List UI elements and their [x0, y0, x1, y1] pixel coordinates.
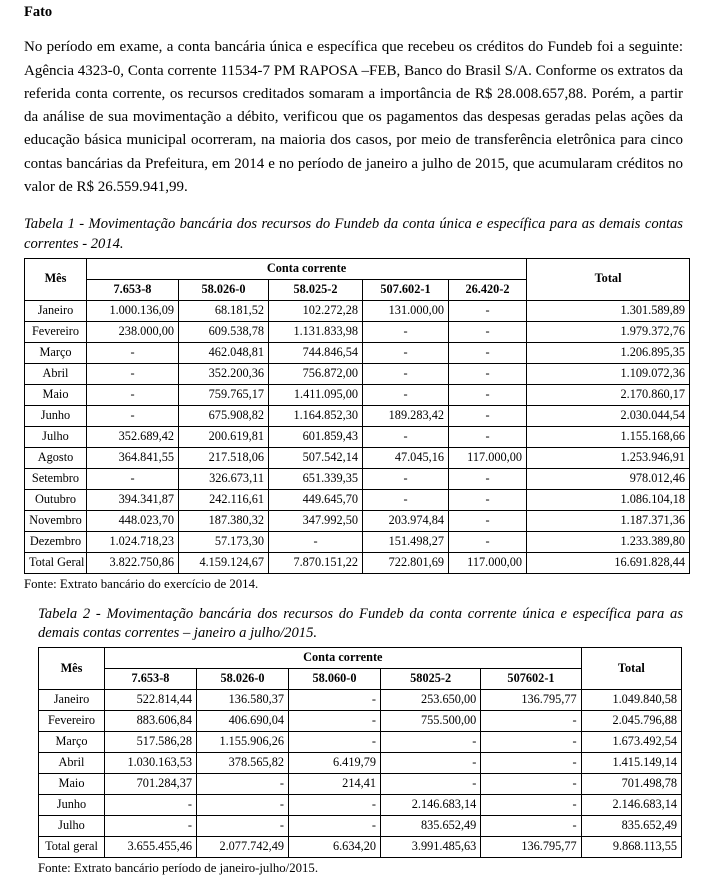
- cell-empty-dash: -: [449, 531, 527, 552]
- table-row: [25, 552, 690, 573]
- table1-header-month: Mês: [25, 258, 87, 300]
- cell-amount: 517.586,28: [105, 732, 197, 753]
- row-month-label: Setembro: [25, 468, 87, 489]
- table1-body: [25, 300, 690, 573]
- cell-amount: 378.565,82: [197, 753, 289, 774]
- cell-row-total: 2.146.683,14: [581, 795, 681, 816]
- cell-empty-dash: -: [87, 363, 179, 384]
- page-title: Fato: [24, 4, 53, 20]
- cell-amount: 883.606,84: [105, 711, 197, 732]
- cell-amount: 1.411.095,00: [269, 384, 363, 405]
- cell-amount: 448.023,70: [87, 510, 179, 531]
- cell-empty-dash: -: [449, 489, 527, 510]
- cell-empty-dash: -: [363, 321, 449, 342]
- row-month-label: Novembro: [25, 510, 87, 531]
- cell-amount: 352.689,42: [87, 426, 179, 447]
- table1-header-account-1: 7.653-8: [87, 279, 179, 300]
- cell-amount: 253.650,00: [381, 690, 481, 711]
- table-row: [25, 426, 690, 447]
- cell-amount: 675.908,82: [179, 405, 269, 426]
- table-row: [25, 447, 690, 468]
- cell-amount: 4.159.124,67: [179, 552, 269, 573]
- cell-empty-dash: -: [449, 468, 527, 489]
- cell-amount: 601.859,43: [269, 426, 363, 447]
- cell-amount: 1.155.906,26: [197, 732, 289, 753]
- cell-amount: 242.116,61: [179, 489, 269, 510]
- cell-amount: 217.518,06: [179, 447, 269, 468]
- cell-empty-dash: -: [449, 405, 527, 426]
- cell-amount: 7.870.151,22: [269, 552, 363, 573]
- table1-header-group: Conta corrente: [87, 258, 527, 279]
- cell-amount: 651.339,35: [269, 468, 363, 489]
- table2-header-total: Total: [581, 648, 681, 690]
- cell-empty-dash: -: [381, 732, 481, 753]
- table-row: [25, 468, 690, 489]
- cell-amount: 2.146.683,14: [381, 795, 481, 816]
- table-row: [25, 300, 690, 321]
- cell-amount: 203.974,84: [363, 510, 449, 531]
- row-month-label: Junho: [39, 795, 105, 816]
- cell-amount: 200.619,81: [179, 426, 269, 447]
- cell-amount: 189.283,42: [363, 405, 449, 426]
- cell-empty-dash: -: [481, 795, 581, 816]
- cell-empty-dash: -: [481, 732, 581, 753]
- cell-empty-dash: -: [449, 426, 527, 447]
- row-month-label: Junho: [25, 405, 87, 426]
- cell-empty-dash: -: [449, 300, 527, 321]
- row-month-label: Outubro: [25, 489, 87, 510]
- cell-amount: 3.655.455,46: [105, 837, 197, 858]
- row-month-label: Abril: [39, 753, 105, 774]
- cell-empty-dash: -: [289, 795, 381, 816]
- cell-empty-dash: -: [363, 363, 449, 384]
- cell-row-total: 1.155.168,66: [527, 426, 690, 447]
- table2-header-account-5: 507602-1: [481, 669, 581, 690]
- cell-row-total: 16.691.828,44: [527, 552, 690, 573]
- table-row: [39, 816, 682, 837]
- cell-empty-dash: -: [363, 489, 449, 510]
- cell-empty-dash: -: [197, 816, 289, 837]
- table1-header-account-2: 58.026-0: [179, 279, 269, 300]
- table-row: [25, 531, 690, 552]
- cell-amount: 151.498,27: [363, 531, 449, 552]
- cell-amount: 6.419,79: [289, 753, 381, 774]
- cell-amount: 68.181,52: [179, 300, 269, 321]
- cell-row-total: 1.673.492,54: [581, 732, 681, 753]
- cell-empty-dash: -: [449, 321, 527, 342]
- row-month-label: Maio: [25, 384, 87, 405]
- cell-empty-dash: -: [197, 774, 289, 795]
- table1-header-row-1: [25, 258, 690, 279]
- cell-amount: 1.000.136,09: [87, 300, 179, 321]
- cell-empty-dash: -: [363, 342, 449, 363]
- cell-row-total: 701.498,78: [581, 774, 681, 795]
- row-month-label: Dezembro: [25, 531, 87, 552]
- cell-amount: 1.164.852,30: [269, 405, 363, 426]
- cell-amount: 522.814,44: [105, 690, 197, 711]
- cell-amount: 394.341,87: [87, 489, 179, 510]
- cell-empty-dash: -: [269, 531, 363, 552]
- table1-caption: Tabela 1 - Movimentação bancária dos recursos do Fundeb da conta única e específica para as demais contas correntes - 2014.: [24, 216, 683, 252]
- cell-empty-dash: -: [87, 384, 179, 405]
- row-month-label: Maio: [39, 774, 105, 795]
- table2-header-row-1: [39, 648, 682, 669]
- table1-header-account-4: 507.602-1: [363, 279, 449, 300]
- table1: [24, 258, 690, 574]
- cell-amount: 756.872,00: [269, 363, 363, 384]
- cell-amount: 406.690,04: [197, 711, 289, 732]
- cell-row-total: 978.012,46: [527, 468, 690, 489]
- table-row: [39, 732, 682, 753]
- body-paragraph: No período em exame, a conta bancária única e específica que recebeu os créditos do Fundeb foi a seguinte: Agência 4323-0, Conta corrente 11534-7 PM RAPOSA –FEB, Banco do Brasil S/A. Conforme os extratos da referida conta corrente, os recursos creditados somaram a importância de R$ 28.008.657,88. Porém, a partir da análise de sua movimentação a débito, verificou que os pagamentos das despesas geradas pelas ações da educação básica municipal ocorreram, na maioria dos casos, por meio de transferência eletrônica para cinco contas bancárias da Prefeitura, em 2014 e no período de janeiro a julho de 2015, que acumularam créditos no valor de R$ 26.559.941,99.: [24, 39, 683, 195]
- cell-amount: 759.765,17: [179, 384, 269, 405]
- cell-empty-dash: -: [481, 816, 581, 837]
- table-row: [39, 753, 682, 774]
- cell-row-total: 2.030.044,54: [527, 405, 690, 426]
- cell-amount: 136.795,77: [481, 690, 581, 711]
- cell-amount: 238.000,00: [87, 321, 179, 342]
- cell-amount: 326.673,11: [179, 468, 269, 489]
- table2-header-account-4: 58025-2: [381, 669, 481, 690]
- cell-amount: 722.801,69: [363, 552, 449, 573]
- row-month-label: Total geral: [39, 837, 105, 858]
- table-row: [39, 774, 682, 795]
- cell-empty-dash: -: [105, 795, 197, 816]
- table1-header-total: Total: [527, 258, 690, 300]
- table-row: [39, 711, 682, 732]
- cell-row-total: 9.868.113,55: [581, 837, 681, 858]
- cell-amount: 1.131.833,98: [269, 321, 363, 342]
- cell-amount: 131.000,00: [363, 300, 449, 321]
- table2-header-account-3: 58.060-0: [289, 669, 381, 690]
- cell-empty-dash: -: [449, 342, 527, 363]
- row-month-label: Fevereiro: [39, 711, 105, 732]
- cell-empty-dash: -: [87, 405, 179, 426]
- cell-empty-dash: -: [197, 795, 289, 816]
- cell-amount: 609.538,78: [179, 321, 269, 342]
- table1-header-account-5: 26.420-2: [449, 279, 527, 300]
- cell-amount: 136.580,37: [197, 690, 289, 711]
- cell-row-total: 1.301.589,89: [527, 300, 690, 321]
- row-month-label: Março: [39, 732, 105, 753]
- table-row: [39, 795, 682, 816]
- cell-row-total: 1.049.840,58: [581, 690, 681, 711]
- cell-empty-dash: -: [481, 711, 581, 732]
- cell-empty-dash: -: [449, 363, 527, 384]
- cell-amount: 3.822.750,86: [87, 552, 179, 573]
- table2-header-account-1: 7.653-8: [105, 669, 197, 690]
- cell-empty-dash: -: [105, 816, 197, 837]
- cell-empty-dash: -: [363, 468, 449, 489]
- table1-source-note: Fonte: Extrato bancário do exercício de 2014.: [24, 576, 259, 591]
- table2-header-month: Mês: [39, 648, 105, 690]
- row-month-label: Total Geral: [25, 552, 87, 573]
- cell-amount: 117.000,00: [449, 552, 527, 573]
- row-month-label: Janeiro: [25, 300, 87, 321]
- table-row: [25, 384, 690, 405]
- cell-amount: 47.045,16: [363, 447, 449, 468]
- cell-row-total: 1.253.946,91: [527, 447, 690, 468]
- cell-amount: 214,41: [289, 774, 381, 795]
- cell-empty-dash: -: [481, 753, 581, 774]
- cell-amount: 57.173,30: [179, 531, 269, 552]
- row-month-label: Julho: [39, 816, 105, 837]
- cell-amount: 449.645,70: [269, 489, 363, 510]
- table2-caption: Tabela 2 - Movimentação bancária dos recursos do Fundeb da conta corrente única e específica para as demais contas correntes – janeiro a julho/2015.: [38, 605, 683, 641]
- cell-empty-dash: -: [87, 468, 179, 489]
- cell-row-total: 835.652,49: [581, 816, 681, 837]
- row-month-label: Fevereiro: [25, 321, 87, 342]
- cell-amount: 347.992,50: [269, 510, 363, 531]
- table-row: [39, 690, 682, 711]
- cell-row-total: 1.206.895,35: [527, 342, 690, 363]
- cell-empty-dash: -: [449, 384, 527, 405]
- table2-source-note: Fonte: Extrato bancário período de janeiro-julho/2015.: [38, 861, 319, 876]
- cell-amount: 3.991.485,63: [381, 837, 481, 858]
- table2-head: [39, 648, 682, 690]
- table-row: [25, 405, 690, 426]
- cell-amount: 744.846,54: [269, 342, 363, 363]
- cell-amount: 755.500,00: [381, 711, 481, 732]
- cell-empty-dash: -: [289, 711, 381, 732]
- cell-amount: 701.284,37: [105, 774, 197, 795]
- row-month-label: Janeiro: [39, 690, 105, 711]
- cell-amount: 364.841,55: [87, 447, 179, 468]
- table2-header-group: Conta corrente: [105, 648, 582, 669]
- cell-empty-dash: -: [289, 690, 381, 711]
- cell-amount: 835.652,49: [381, 816, 481, 837]
- cell-row-total: 1.086.104,18: [527, 489, 690, 510]
- cell-empty-dash: -: [481, 774, 581, 795]
- row-month-label: Abril: [25, 363, 87, 384]
- table-row: [25, 489, 690, 510]
- cell-empty-dash: -: [363, 426, 449, 447]
- table1-header-account-3: 58.025-2: [269, 279, 363, 300]
- cell-row-total: 1.187.371,36: [527, 510, 690, 531]
- table2: [38, 647, 682, 858]
- cell-amount: 102.272,28: [269, 300, 363, 321]
- cell-amount: 2.077.742,49: [197, 837, 289, 858]
- cell-amount: 352.200,36: [179, 363, 269, 384]
- row-month-label: Agosto: [25, 447, 87, 468]
- table-row: [25, 342, 690, 363]
- table2-body: [39, 690, 682, 858]
- cell-row-total: 1.415.149,14: [581, 753, 681, 774]
- cell-empty-dash: -: [449, 510, 527, 531]
- cell-amount: 6.634,20: [289, 837, 381, 858]
- cell-row-total: 1.979.372,76: [527, 321, 690, 342]
- cell-empty-dash: -: [363, 384, 449, 405]
- cell-amount: 187.380,32: [179, 510, 269, 531]
- cell-row-total: 1.109.072,36: [527, 363, 690, 384]
- table1-head: [25, 258, 690, 300]
- cell-row-total: 2.045.796,88: [581, 711, 681, 732]
- table-row: [39, 837, 682, 858]
- cell-amount: 136.795,77: [481, 837, 581, 858]
- cell-amount: 462.048,81: [179, 342, 269, 363]
- cell-empty-dash: -: [87, 342, 179, 363]
- cell-row-total: 2.170.860,17: [527, 384, 690, 405]
- cell-row-total: 1.233.389,80: [527, 531, 690, 552]
- cell-empty-dash: -: [289, 732, 381, 753]
- table2-header-account-2: 58.026-0: [197, 669, 289, 690]
- table-row: [25, 510, 690, 531]
- cell-amount: 117.000,00: [449, 447, 527, 468]
- cell-empty-dash: -: [289, 816, 381, 837]
- table-row: [25, 363, 690, 384]
- cell-empty-dash: -: [381, 774, 481, 795]
- cell-amount: 507.542,14: [269, 447, 363, 468]
- cell-amount: 1.030.163,53: [105, 753, 197, 774]
- row-month-label: Julho: [25, 426, 87, 447]
- table-row: [25, 321, 690, 342]
- cell-empty-dash: -: [381, 753, 481, 774]
- cell-amount: 1.024.718,23: [87, 531, 179, 552]
- row-month-label: Março: [25, 342, 87, 363]
